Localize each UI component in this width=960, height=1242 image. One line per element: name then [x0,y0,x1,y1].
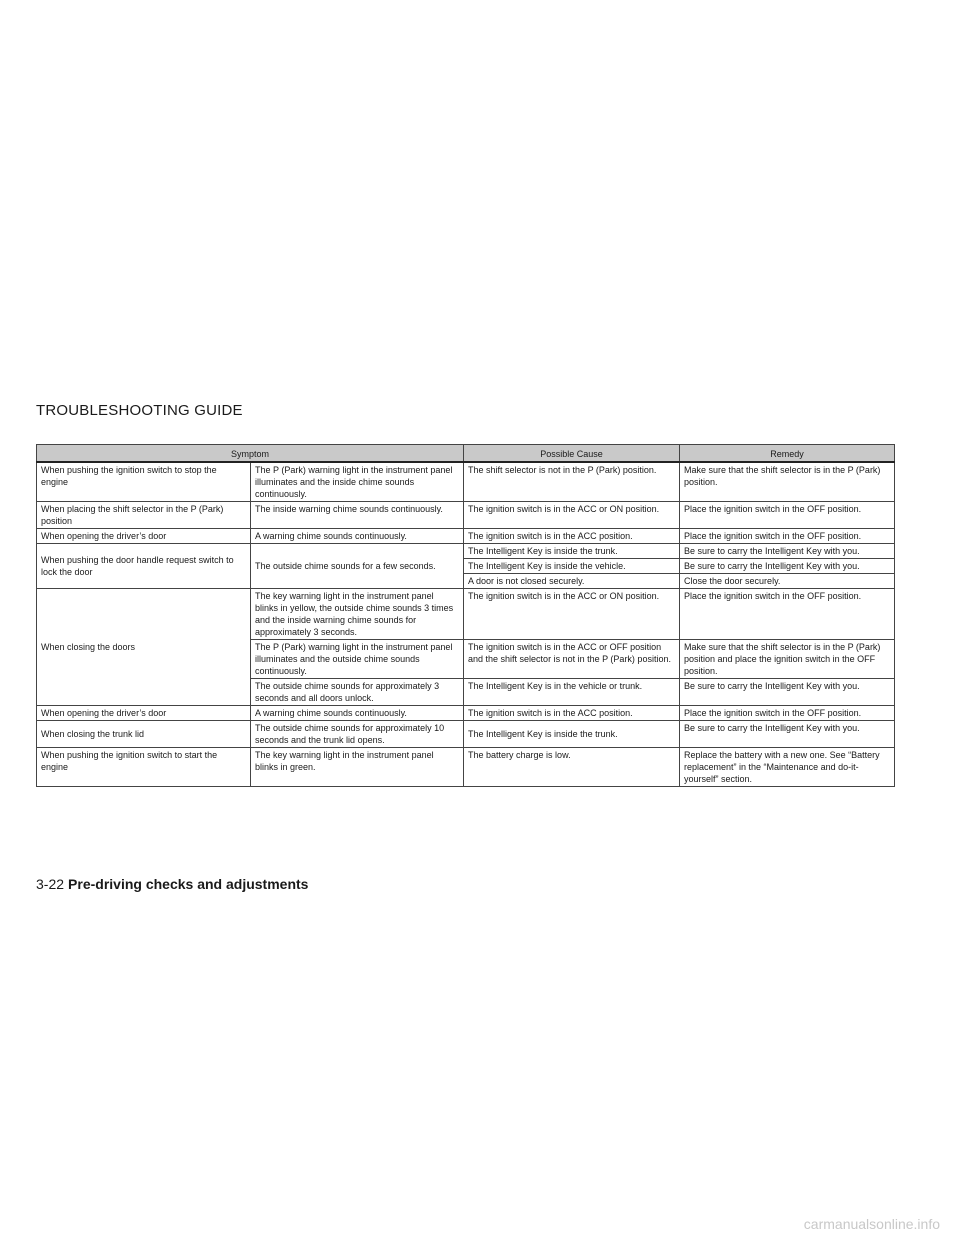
table-row [37,748,895,787]
symptom-detail-cell: The key warning light in the instrument panel blinks in yellow, the outside chime sounds 3 times and the inside warning chime sounds for approximately 3 seconds. [251,589,464,640]
remedy-cell: Make sure that the shift selector is in the P (Park) position. [680,462,895,502]
header-symptom: Symptom [37,445,464,463]
cause-cell: The ignition switch is in the ACC or ON position. [464,502,680,529]
table-row [37,544,895,559]
remedy-cell: Be sure to carry the Intelligent Key with you. [680,721,895,748]
symptom-detail-cell: The inside warning chime sounds continuously. [251,502,464,529]
cause-cell: The ignition switch is in the ACC position. [464,706,680,721]
remedy-cell: Replace the battery with a new one. See “Battery replacement” in the “Maintenance and do-it-yourself” section. [680,748,895,787]
table-row [37,589,895,640]
cause-cell: The Intelligent Key is in the vehicle or trunk. [464,679,680,706]
table-row [37,706,895,721]
watermark: carmanualsonline.info [803,1216,940,1232]
remedy-cell: Place the ignition switch in the OFF position. [680,529,895,544]
table-row [37,529,895,544]
symptom-cell: When opening the driver’s door [37,706,251,721]
remedy-cell: Be sure to carry the Intelligent Key with you. [680,679,895,706]
cause-cell: The Intelligent Key is inside the trunk. [464,721,680,748]
cause-cell: A door is not closed securely. [464,574,680,589]
section-title: TROUBLESHOOTING GUIDE [36,402,243,419]
table-row [37,502,895,529]
remedy-cell: Place the ignition switch in the OFF position. [680,589,895,640]
page-number: 3-22 [36,876,65,892]
table-header-row [37,445,895,463]
cause-cell: The ignition switch is in the ACC or OFF position and the shift selector is not in the P (Park) position. [464,640,680,679]
cause-cell: The ignition switch is in the ACC position. [464,529,680,544]
remedy-cell: Place the ignition switch in the OFF position. [680,502,895,529]
symptom-cell: When pushing the ignition switch to stop the engine [37,462,251,502]
cause-cell: The ignition switch is in the ACC or ON position. [464,589,680,640]
header-possible-cause: Possible Cause [464,445,680,463]
page-footer [36,876,308,892]
symptom-detail-cell: A warning chime sounds continuously. [251,529,464,544]
symptom-cell: When pushing the door handle request switch to lock the door [37,544,251,589]
symptom-detail-cell: The key warning light in the instrument panel blinks in green. [251,748,464,787]
header-remedy: Remedy [680,445,895,463]
chapter-title: Pre-driving checks and adjustments [68,876,309,892]
cause-cell: The Intelligent Key is inside the vehicle. [464,559,680,574]
cause-cell: The battery charge is low. [464,748,680,787]
symptom-detail-cell: The outside chime sounds for approximately 10 seconds and the trunk lid opens. [251,721,464,748]
symptom-detail-cell: The outside chime sounds for a few seconds. [251,544,464,589]
remedy-cell: Make sure that the shift selector is in the P (Park) position and place the ignition switch in the OFF position. [680,640,895,679]
symptom-cell: When opening the driver’s door [37,529,251,544]
symptom-cell: When pushing the ignition switch to start the engine [37,748,251,787]
symptom-detail-cell: The P (Park) warning light in the instrument panel illuminates and the inside chime sounds continuously. [251,462,464,502]
symptom-detail-cell: The P (Park) warning light in the instrument panel illuminates and the outside chime sounds continuously. [251,640,464,679]
remedy-cell: Place the ignition switch in the OFF position. [680,706,895,721]
symptom-cell: When closing the trunk lid [37,721,251,748]
table-row [37,721,895,748]
symptom-cell: When placing the shift selector in the P (Park) position [37,502,251,529]
table-row [37,462,895,502]
symptom-detail-cell: A warning chime sounds continuously. [251,706,464,721]
troubleshooting-table [36,444,895,787]
symptom-cell: When closing the doors [37,589,251,706]
cause-cell: The shift selector is not in the P (Park) position. [464,462,680,502]
remedy-cell: Be sure to carry the Intelligent Key with you. [680,544,895,559]
symptom-detail-cell: The outside chime sounds for approximately 3 seconds and all doors unlock. [251,679,464,706]
cause-cell: The Intelligent Key is inside the trunk. [464,544,680,559]
remedy-cell: Close the door securely. [680,574,895,589]
remedy-cell: Be sure to carry the Intelligent Key with you. [680,559,895,574]
